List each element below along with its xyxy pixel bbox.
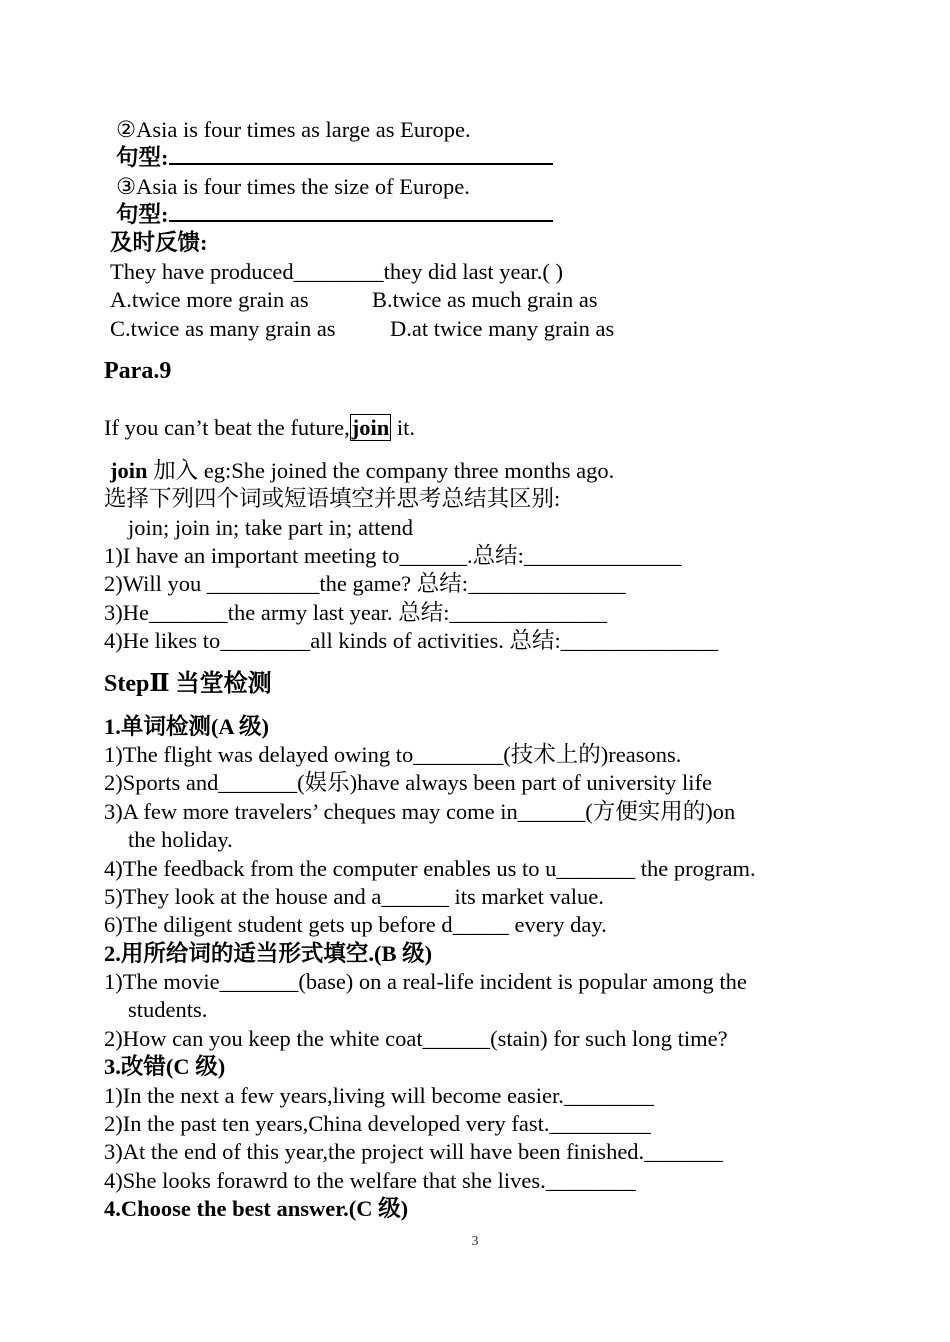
para9-item: 3)He_______the army last year. 总结:______________ bbox=[104, 600, 608, 625]
part3-item: 3)At the end of this year,the project will have been finished._______ bbox=[104, 1139, 723, 1164]
part1-title: 1.单词检测(A 级) bbox=[104, 714, 269, 739]
feedback-label: 及时反馈: bbox=[110, 230, 208, 255]
join-word: join bbox=[110, 458, 148, 483]
part3-title: 3.改错(C 级) bbox=[104, 1054, 226, 1079]
part2-item: 1)The movie_______(base) on a real-life incident is popular among the bbox=[104, 969, 747, 994]
para9-sentence bbox=[104, 414, 415, 442]
option-b: B.twice as much grain as bbox=[372, 287, 598, 312]
part2-item: 2)How can you keep the white coat______(stain) for such long time? bbox=[104, 1026, 728, 1051]
page-number: 3 bbox=[471, 1234, 479, 1249]
part1-item: 6)The diligent student gets up before d_____ every day. bbox=[104, 912, 607, 937]
part1-item: 5)They look at the house and a______ its market value. bbox=[104, 884, 604, 909]
part2-title: 2.用所给词的适当形式填空.(B 级) bbox=[104, 941, 433, 966]
pattern-line-2 bbox=[116, 201, 553, 229]
part1-item: 3)A few more travelers’ cheques may come in______(方便实用的)on bbox=[104, 799, 736, 824]
part2-item-cont: students. bbox=[128, 997, 208, 1022]
example-sentence-3: ③Asia is four times the size of Europe. bbox=[116, 174, 470, 199]
part1-item: 1)The flight was delayed owing to________(技术上的)reasons. bbox=[104, 742, 682, 767]
sentence-after: it. bbox=[391, 415, 416, 440]
para9-item: 1)I have an important meeting to______.总结:______________ bbox=[104, 543, 682, 568]
join-definition bbox=[110, 457, 614, 485]
part1-item: 4)The feedback from the computer enables us to u_______ the program. bbox=[104, 856, 756, 881]
part4-title: 4.Choose the best answer.(C 级) bbox=[104, 1196, 409, 1221]
para9-instruction: 选择下列四个词或短语填空并思考总结其区别: bbox=[104, 486, 561, 511]
sentence-before: If you can’t beat the future, bbox=[104, 415, 350, 440]
para9-item: 2)Will you __________the game? 总结:______________ bbox=[104, 571, 626, 596]
feedback-question: They have produced________they did last year.( ) bbox=[110, 259, 563, 284]
answer-blank bbox=[169, 145, 553, 165]
option-c: C.twice as many grain as bbox=[110, 316, 336, 341]
part3-item: 1)In the next a few years,living will become easier.________ bbox=[104, 1083, 654, 1108]
para9-choices: join; join in; take part in; attend bbox=[128, 515, 413, 540]
example-sentence-2: ②Asia is four times as large as Europe. bbox=[116, 117, 471, 142]
para9-heading: Para.9 bbox=[104, 358, 172, 384]
key-word-join: join bbox=[351, 415, 390, 440]
pattern-label: 句型: bbox=[116, 145, 169, 170]
part3-item: 2)In the past ten years,China developed very fast._________ bbox=[104, 1111, 651, 1136]
para9-item: 4)He likes to________all kinds of activities. 总结:______________ bbox=[104, 628, 719, 653]
answer-blank bbox=[169, 202, 553, 222]
pattern-line-1 bbox=[116, 144, 553, 172]
join-def-text: 加入 eg:She joined the company three months ago. bbox=[147, 458, 615, 483]
part1-item-cont: the holiday. bbox=[128, 827, 233, 852]
part1-item: 2)Sports and_______(娱乐)have always been part of university life bbox=[104, 770, 712, 795]
option-a: A.twice more grain as bbox=[110, 287, 309, 312]
pattern-label: 句型: bbox=[116, 202, 169, 227]
option-d: D.at twice many grain as bbox=[390, 316, 615, 341]
step2-heading: StepⅡ 当堂检测 bbox=[104, 671, 272, 697]
part3-item: 4)She looks forawrd to the welfare that she lives.________ bbox=[104, 1168, 636, 1193]
